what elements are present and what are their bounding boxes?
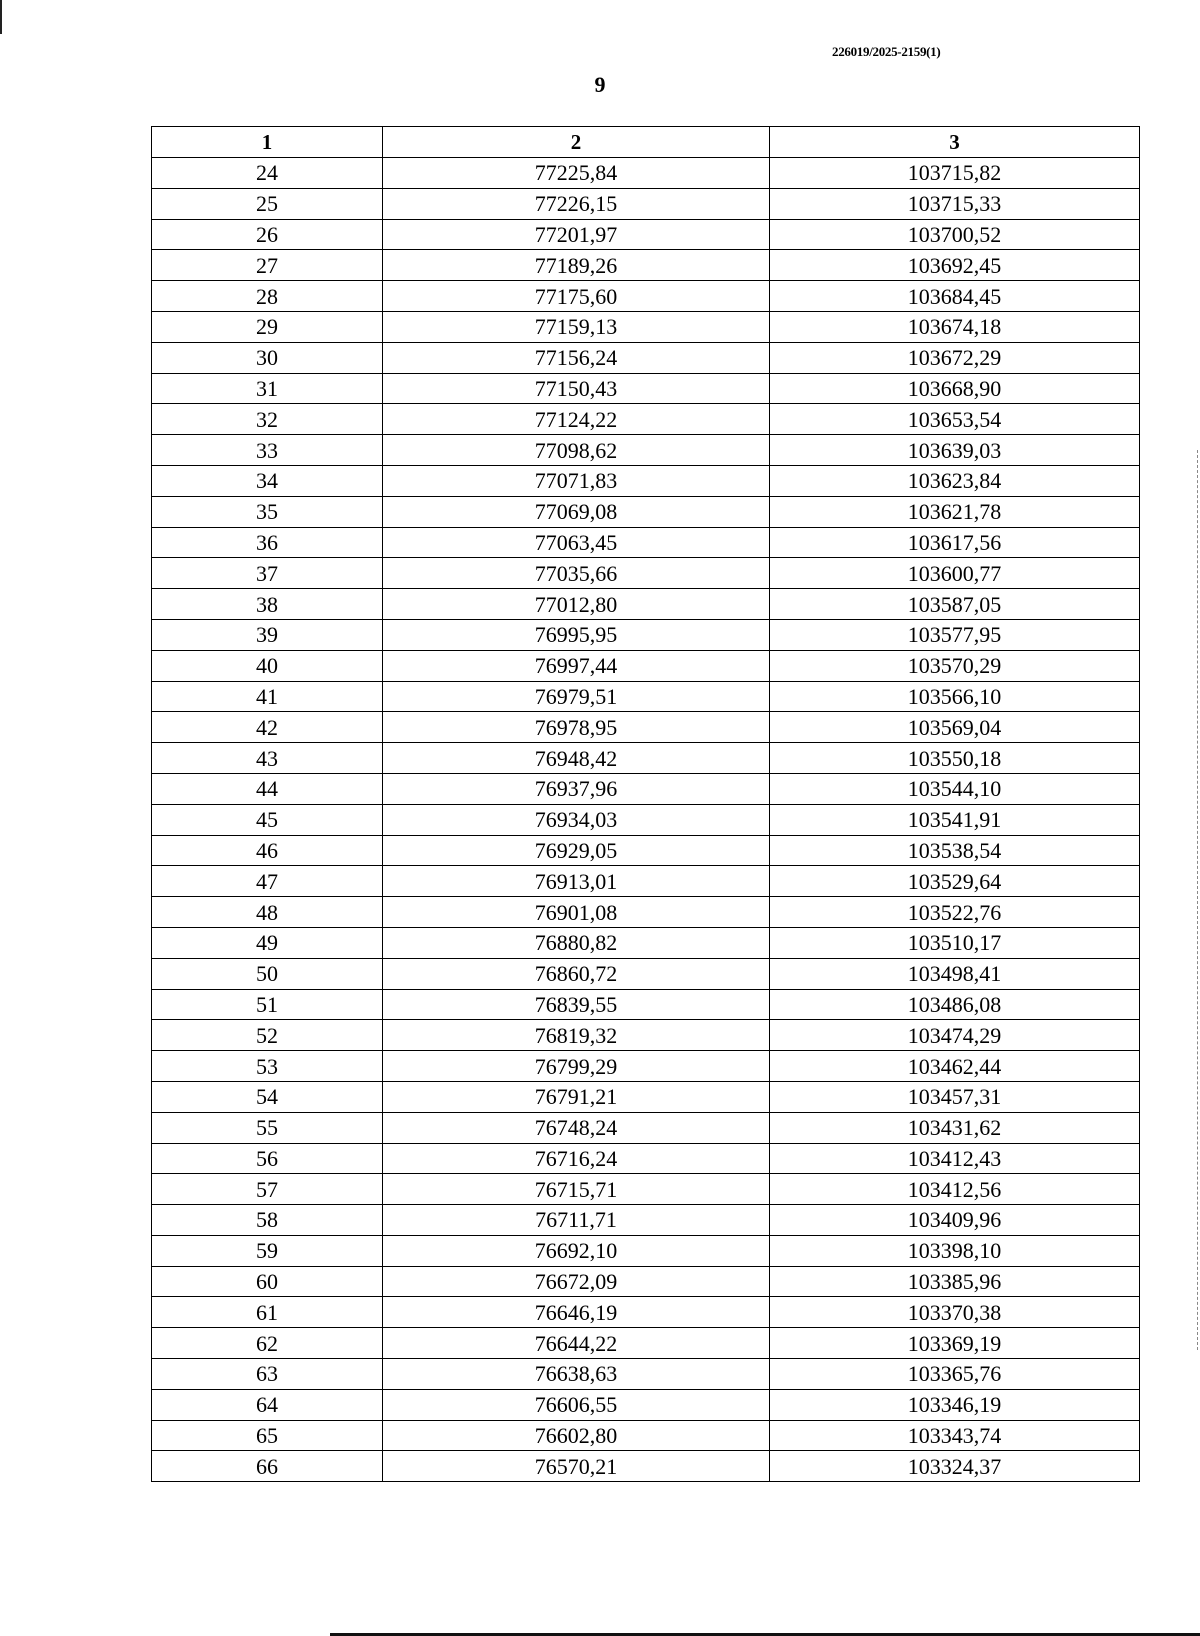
y-coordinate-cell: 103566,10: [770, 681, 1140, 712]
table-row: [152, 404, 1140, 435]
point-number-cell: 42: [152, 712, 383, 743]
point-number-cell: 46: [152, 835, 383, 866]
x-coordinate-cell: 77035,66: [383, 558, 770, 589]
y-coordinate-cell: 103486,08: [770, 989, 1140, 1020]
y-coordinate-cell: 103692,45: [770, 250, 1140, 281]
point-number-cell: 58: [152, 1205, 383, 1236]
table-row: [152, 250, 1140, 281]
table-row: [152, 619, 1140, 650]
table-row: [152, 435, 1140, 466]
table-row: [152, 373, 1140, 404]
x-coordinate-cell: 76934,03: [383, 804, 770, 835]
column-header-3: 3: [770, 127, 1140, 158]
y-coordinate-cell: 103639,03: [770, 435, 1140, 466]
point-number-cell: 41: [152, 681, 383, 712]
x-coordinate-cell: 76913,01: [383, 866, 770, 897]
x-coordinate-cell: 77063,45: [383, 527, 770, 558]
x-coordinate-cell: 76937,96: [383, 773, 770, 804]
table-row: [152, 1328, 1140, 1359]
x-coordinate-cell: 77156,24: [383, 342, 770, 373]
point-number-cell: 43: [152, 743, 383, 774]
x-coordinate-cell: 77098,62: [383, 435, 770, 466]
y-coordinate-cell: 103457,31: [770, 1081, 1140, 1112]
point-number-cell: 27: [152, 250, 383, 281]
y-coordinate-cell: 103343,74: [770, 1420, 1140, 1451]
table-row: [152, 1266, 1140, 1297]
point-number-cell: 50: [152, 958, 383, 989]
y-coordinate-cell: 103412,56: [770, 1174, 1140, 1205]
table-row: [152, 1112, 1140, 1143]
point-number-cell: 49: [152, 927, 383, 958]
table-row: [152, 989, 1140, 1020]
table-row: [152, 1359, 1140, 1390]
x-coordinate-cell: 76979,51: [383, 681, 770, 712]
x-coordinate-cell: 77189,26: [383, 250, 770, 281]
x-coordinate-cell: 76978,95: [383, 712, 770, 743]
y-coordinate-cell: 103550,18: [770, 743, 1140, 774]
x-coordinate-cell: 76901,08: [383, 897, 770, 928]
x-coordinate-cell: 77071,83: [383, 465, 770, 496]
x-coordinate-cell: 76860,72: [383, 958, 770, 989]
y-coordinate-cell: 103684,45: [770, 281, 1140, 312]
y-coordinate-cell: 103365,76: [770, 1359, 1140, 1390]
table-row: [152, 1051, 1140, 1082]
y-coordinate-cell: 103715,82: [770, 158, 1140, 189]
y-coordinate-cell: 103672,29: [770, 342, 1140, 373]
y-coordinate-cell: 103412,43: [770, 1143, 1140, 1174]
x-coordinate-cell: 76602,80: [383, 1420, 770, 1451]
document-number: 226019/2025-2159(1): [832, 44, 941, 59]
point-number-cell: 39: [152, 619, 383, 650]
point-number-cell: 30: [152, 342, 383, 373]
x-coordinate-cell: 77159,13: [383, 311, 770, 342]
table-row: [152, 281, 1140, 312]
point-number-cell: 65: [152, 1420, 383, 1451]
x-coordinate-cell: 76570,21: [383, 1451, 770, 1482]
y-coordinate-cell: 103431,62: [770, 1112, 1140, 1143]
table-row: [152, 188, 1140, 219]
x-coordinate-cell: 76948,42: [383, 743, 770, 774]
scan-edge-mark: [0, 0, 2, 34]
point-number-cell: 51: [152, 989, 383, 1020]
x-coordinate-cell: 76995,95: [383, 619, 770, 650]
y-coordinate-cell: 103653,54: [770, 404, 1140, 435]
page-number: 9: [594, 72, 606, 97]
point-number-cell: 32: [152, 404, 383, 435]
point-number-cell: 38: [152, 589, 383, 620]
y-coordinate-cell: 103600,77: [770, 558, 1140, 589]
y-coordinate-cell: 103385,96: [770, 1266, 1140, 1297]
point-number-cell: 31: [152, 373, 383, 404]
table-row: [152, 342, 1140, 373]
point-number-cell: 66: [152, 1451, 383, 1482]
y-coordinate-cell: 103370,38: [770, 1297, 1140, 1328]
point-number-cell: 60: [152, 1266, 383, 1297]
table-row: [152, 1420, 1140, 1451]
y-coordinate-cell: 103570,29: [770, 650, 1140, 681]
x-coordinate-cell: 77201,97: [383, 219, 770, 250]
coordinates-table: [151, 126, 1140, 1482]
y-coordinate-cell: 103715,33: [770, 188, 1140, 219]
x-coordinate-cell: 76748,24: [383, 1112, 770, 1143]
y-coordinate-cell: 103474,29: [770, 1020, 1140, 1051]
x-coordinate-cell: 77069,08: [383, 496, 770, 527]
point-number-cell: 25: [152, 188, 383, 219]
x-coordinate-cell: 76638,63: [383, 1359, 770, 1390]
x-coordinate-cell: 77175,60: [383, 281, 770, 312]
point-number-cell: 55: [152, 1112, 383, 1143]
table-row: [152, 1081, 1140, 1112]
y-coordinate-cell: 103587,05: [770, 589, 1140, 620]
y-coordinate-cell: 103700,52: [770, 219, 1140, 250]
y-coordinate-cell: 103409,96: [770, 1205, 1140, 1236]
x-coordinate-cell: 76716,24: [383, 1143, 770, 1174]
x-coordinate-cell: 77226,15: [383, 188, 770, 219]
point-number-cell: 47: [152, 866, 383, 897]
y-coordinate-cell: 103510,17: [770, 927, 1140, 958]
point-number-cell: 59: [152, 1235, 383, 1266]
table-row: [152, 1297, 1140, 1328]
table-row: [152, 1143, 1140, 1174]
point-number-cell: 56: [152, 1143, 383, 1174]
point-number-cell: 57: [152, 1174, 383, 1205]
y-coordinate-cell: 103623,84: [770, 465, 1140, 496]
point-number-cell: 64: [152, 1389, 383, 1420]
point-number-cell: 37: [152, 558, 383, 589]
y-coordinate-cell: 103346,19: [770, 1389, 1140, 1420]
x-coordinate-cell: 76880,82: [383, 927, 770, 958]
table-row: [152, 158, 1140, 189]
x-coordinate-cell: 77150,43: [383, 373, 770, 404]
table-row: [152, 927, 1140, 958]
y-coordinate-cell: 103569,04: [770, 712, 1140, 743]
x-coordinate-cell: 76997,44: [383, 650, 770, 681]
table-row: [152, 866, 1140, 897]
table-row: [152, 1174, 1140, 1205]
point-number-cell: 48: [152, 897, 383, 928]
y-coordinate-cell: 103668,90: [770, 373, 1140, 404]
y-coordinate-cell: 103538,54: [770, 835, 1140, 866]
table-row: [152, 589, 1140, 620]
coordinates-table-container: [151, 126, 1139, 1482]
table-row: [152, 1020, 1140, 1051]
point-number-cell: 40: [152, 650, 383, 681]
point-number-cell: 26: [152, 219, 383, 250]
table-row: [152, 1205, 1140, 1236]
table-row: [152, 804, 1140, 835]
point-number-cell: 28: [152, 281, 383, 312]
point-number-cell: 34: [152, 465, 383, 496]
point-number-cell: 35: [152, 496, 383, 527]
point-number-cell: 45: [152, 804, 383, 835]
x-coordinate-cell: 76799,29: [383, 1051, 770, 1082]
table-row: [152, 835, 1140, 866]
point-number-cell: 62: [152, 1328, 383, 1359]
x-coordinate-cell: 76692,10: [383, 1235, 770, 1266]
column-header-1: 1: [152, 127, 383, 158]
table-row: [152, 1389, 1140, 1420]
point-number-cell: 44: [152, 773, 383, 804]
x-coordinate-cell: 76646,19: [383, 1297, 770, 1328]
table-row: [152, 527, 1140, 558]
x-coordinate-cell: 76819,32: [383, 1020, 770, 1051]
table-row: [152, 743, 1140, 774]
point-number-cell: 36: [152, 527, 383, 558]
point-number-cell: 61: [152, 1297, 383, 1328]
table-row: [152, 496, 1140, 527]
table-row: [152, 311, 1140, 342]
table-header-row: [152, 127, 1140, 158]
point-number-cell: 63: [152, 1359, 383, 1390]
y-coordinate-cell: 103577,95: [770, 619, 1140, 650]
y-coordinate-cell: 103522,76: [770, 897, 1140, 928]
y-coordinate-cell: 103544,10: [770, 773, 1140, 804]
table-row: [152, 465, 1140, 496]
table-row: [152, 897, 1140, 928]
x-coordinate-cell: 76929,05: [383, 835, 770, 866]
point-number-cell: 54: [152, 1081, 383, 1112]
table-row: [152, 958, 1140, 989]
x-coordinate-cell: 76791,21: [383, 1081, 770, 1112]
table-body: [152, 158, 1140, 1482]
column-header-2: 2: [383, 127, 770, 158]
point-number-cell: 53: [152, 1051, 383, 1082]
y-coordinate-cell: 103398,10: [770, 1235, 1140, 1266]
y-coordinate-cell: 103617,56: [770, 527, 1140, 558]
y-coordinate-cell: 103498,41: [770, 958, 1140, 989]
table-row: [152, 650, 1140, 681]
table-row: [152, 219, 1140, 250]
x-coordinate-cell: 76711,71: [383, 1205, 770, 1236]
y-coordinate-cell: 103462,44: [770, 1051, 1140, 1082]
point-number-cell: 29: [152, 311, 383, 342]
point-number-cell: 33: [152, 435, 383, 466]
y-coordinate-cell: 103369,19: [770, 1328, 1140, 1359]
point-number-cell: 24: [152, 158, 383, 189]
x-coordinate-cell: 76672,09: [383, 1266, 770, 1297]
y-coordinate-cell: 103529,64: [770, 866, 1140, 897]
x-coordinate-cell: 76644,22: [383, 1328, 770, 1359]
table-row: [152, 1235, 1140, 1266]
x-coordinate-cell: 76606,55: [383, 1389, 770, 1420]
table-row: [152, 1451, 1140, 1482]
table-row: [152, 712, 1140, 743]
table-row: [152, 773, 1140, 804]
x-coordinate-cell: 77124,22: [383, 404, 770, 435]
x-coordinate-cell: 76839,55: [383, 989, 770, 1020]
table-row: [152, 558, 1140, 589]
y-coordinate-cell: 103621,78: [770, 496, 1140, 527]
x-coordinate-cell: 76715,71: [383, 1174, 770, 1205]
y-coordinate-cell: 103541,91: [770, 804, 1140, 835]
x-coordinate-cell: 77225,84: [383, 158, 770, 189]
table-row: [152, 681, 1140, 712]
point-number-cell: 52: [152, 1020, 383, 1051]
y-coordinate-cell: 103674,18: [770, 311, 1140, 342]
x-coordinate-cell: 77012,80: [383, 589, 770, 620]
y-coordinate-cell: 103324,37: [770, 1451, 1140, 1482]
